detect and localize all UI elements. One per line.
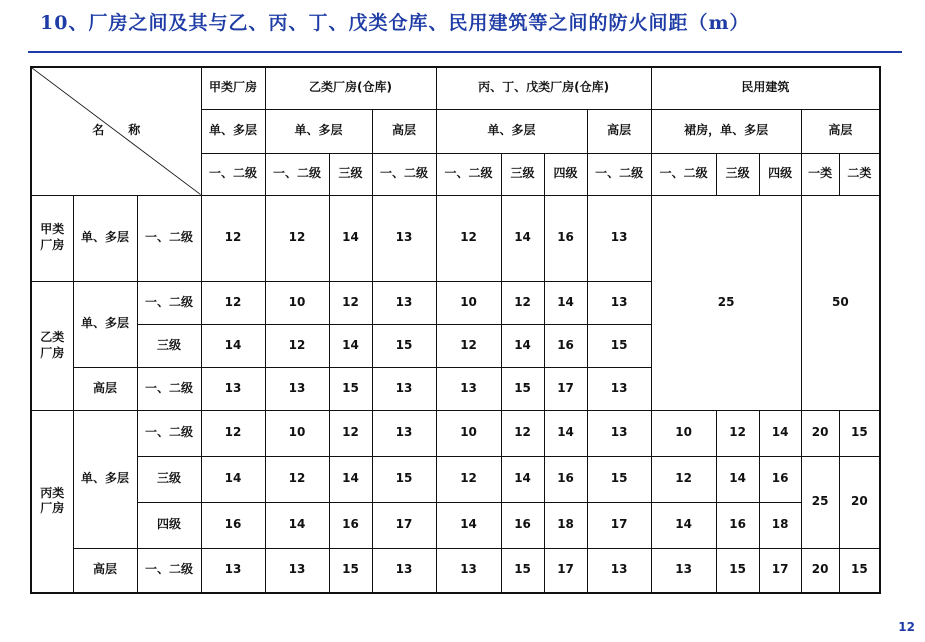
header-grade: 一、二级 xyxy=(372,153,436,195)
row-grade: 四级 xyxy=(137,502,201,548)
header-bing-single-multi: 单、多层 xyxy=(436,109,587,153)
value-cell: 14 xyxy=(436,502,501,548)
value-cell: 16 xyxy=(544,456,587,502)
header-yi-factory: 乙类厂房(仓库) xyxy=(265,67,436,109)
value-cell: 17 xyxy=(372,502,436,548)
value-cell: 15 xyxy=(587,456,651,502)
row-group-bing: 丙类厂房 xyxy=(31,410,73,593)
value-cell: 12 xyxy=(651,456,716,502)
value-cell: 14 xyxy=(201,456,265,502)
value-cell: 20 xyxy=(801,410,839,456)
value-cell: 12 xyxy=(201,410,265,456)
value-cell: 16 xyxy=(544,324,587,367)
value-cell: 10 xyxy=(265,410,329,456)
value-cell: 16 xyxy=(544,195,587,281)
value-cell: 14 xyxy=(201,324,265,367)
value-cell: 20 xyxy=(801,548,839,593)
value-cell: 12 xyxy=(436,324,501,367)
header-grade: 一、二级 xyxy=(265,153,329,195)
civil-high-merged-cell: 50 xyxy=(801,195,880,410)
value-cell: 14 xyxy=(329,456,372,502)
value-cell: 15 xyxy=(716,548,759,593)
name-header-cell xyxy=(31,67,201,195)
value-cell: 12 xyxy=(265,456,329,502)
header-grade: 三级 xyxy=(329,153,372,195)
row-group-yi: 乙类厂房 xyxy=(31,281,73,410)
civil-class1-merged-cell: 25 xyxy=(801,456,839,548)
value-cell: 13 xyxy=(201,548,265,593)
table-row xyxy=(31,410,880,456)
row-grade: 三级 xyxy=(137,324,201,367)
value-cell: 16 xyxy=(716,502,759,548)
value-cell: 17 xyxy=(544,548,587,593)
value-cell: 12 xyxy=(329,410,372,456)
value-cell: 14 xyxy=(501,456,544,502)
header-jia-factory: 甲类厂房 xyxy=(201,67,265,109)
header-jia-single-multi: 单、多层 xyxy=(201,109,265,153)
value-cell: 13 xyxy=(372,367,436,410)
header-grade: 四级 xyxy=(544,153,587,195)
header-civil: 民用建筑 xyxy=(651,67,880,109)
value-cell: 15 xyxy=(839,410,880,456)
value-cell: 15 xyxy=(587,324,651,367)
table-row xyxy=(31,456,880,502)
value-cell: 15 xyxy=(501,548,544,593)
value-cell: 13 xyxy=(372,410,436,456)
name-header-label: 名 称 xyxy=(92,123,141,138)
value-cell: 12 xyxy=(329,281,372,324)
value-cell: 15 xyxy=(372,456,436,502)
value-cell: 14 xyxy=(329,324,372,367)
title-underline xyxy=(28,51,902,53)
value-cell: 16 xyxy=(201,502,265,548)
row-grade: 一、二级 xyxy=(137,195,201,281)
header-grade: 一、二级 xyxy=(651,153,716,195)
value-cell: 13 xyxy=(436,367,501,410)
value-cell: 17 xyxy=(544,367,587,410)
row-group-jia: 甲类厂房 xyxy=(31,195,73,281)
value-cell: 12 xyxy=(265,324,329,367)
header-class: 二类 xyxy=(839,153,880,195)
header-bing-factory: 丙、丁、戊类厂房(仓库) xyxy=(436,67,651,109)
value-cell: 12 xyxy=(716,410,759,456)
value-cell: 14 xyxy=(329,195,372,281)
civil-low-merged-cell: 25 xyxy=(651,195,801,410)
fire-spacing-table xyxy=(30,66,881,594)
row-type: 高层 xyxy=(73,548,137,593)
value-cell: 14 xyxy=(716,456,759,502)
value-cell: 13 xyxy=(587,367,651,410)
row-type: 单、多层 xyxy=(73,281,137,367)
page-number: 12 xyxy=(898,620,915,634)
table-row xyxy=(31,195,880,281)
value-cell: 13 xyxy=(201,367,265,410)
header-civil-skirt: 裙房，单、多层 xyxy=(651,109,801,153)
header-yi-high: 高层 xyxy=(372,109,436,153)
value-cell: 14 xyxy=(651,502,716,548)
row-grade: 一、二级 xyxy=(137,367,201,410)
value-cell: 15 xyxy=(839,548,880,593)
value-cell: 15 xyxy=(329,367,372,410)
value-cell: 13 xyxy=(265,548,329,593)
value-cell: 14 xyxy=(265,502,329,548)
header-grade: 一、二级 xyxy=(587,153,651,195)
page-title: 10、厂房之间及其与乙、丙、丁、戊类仓库、民用建筑等之间的防火间距（m） xyxy=(40,12,750,34)
header-class: 一类 xyxy=(801,153,839,195)
row-grade: 一、二级 xyxy=(137,548,201,593)
value-cell: 13 xyxy=(372,548,436,593)
header-grade: 一、二级 xyxy=(201,153,265,195)
value-cell: 12 xyxy=(201,195,265,281)
value-cell: 12 xyxy=(501,281,544,324)
value-cell: 10 xyxy=(651,410,716,456)
value-cell: 15 xyxy=(329,548,372,593)
row-grade: 一、二级 xyxy=(137,410,201,456)
value-cell: 12 xyxy=(501,410,544,456)
row-type: 单、多层 xyxy=(73,410,137,548)
value-cell: 12 xyxy=(436,456,501,502)
value-cell: 16 xyxy=(501,502,544,548)
value-cell: 17 xyxy=(587,502,651,548)
value-cell: 18 xyxy=(759,502,801,548)
value-cell: 13 xyxy=(587,195,651,281)
value-cell: 13 xyxy=(587,410,651,456)
value-cell: 14 xyxy=(501,195,544,281)
row-grade: 三级 xyxy=(137,456,201,502)
value-cell: 10 xyxy=(436,281,501,324)
value-cell: 14 xyxy=(544,410,587,456)
value-cell: 14 xyxy=(759,410,801,456)
header-yi-single-multi: 单、多层 xyxy=(265,109,372,153)
row-type: 高层 xyxy=(73,367,137,410)
table-row xyxy=(31,502,880,548)
value-cell: 18 xyxy=(544,502,587,548)
value-cell: 13 xyxy=(265,367,329,410)
header-grade: 四级 xyxy=(759,153,801,195)
value-cell: 15 xyxy=(501,367,544,410)
value-cell: 17 xyxy=(759,548,801,593)
row-type: 单、多层 xyxy=(73,195,137,281)
value-cell: 13 xyxy=(587,281,651,324)
value-cell: 13 xyxy=(372,281,436,324)
value-cell: 12 xyxy=(436,195,501,281)
value-cell: 10 xyxy=(436,410,501,456)
value-cell: 12 xyxy=(201,281,265,324)
value-cell: 13 xyxy=(587,548,651,593)
value-cell: 16 xyxy=(329,502,372,548)
value-cell: 13 xyxy=(372,195,436,281)
value-cell: 14 xyxy=(501,324,544,367)
header-grade: 三级 xyxy=(501,153,544,195)
value-cell: 13 xyxy=(436,548,501,593)
civil-class2-merged-cell: 20 xyxy=(839,456,880,548)
value-cell: 14 xyxy=(544,281,587,324)
header-civil-high: 高层 xyxy=(801,109,880,153)
header-bing-high: 高层 xyxy=(587,109,651,153)
value-cell: 16 xyxy=(759,456,801,502)
value-cell: 13 xyxy=(651,548,716,593)
value-cell: 15 xyxy=(372,324,436,367)
header-grade: 一、二级 xyxy=(436,153,501,195)
table-row xyxy=(31,548,880,593)
value-cell: 12 xyxy=(265,195,329,281)
header-grade: 三级 xyxy=(716,153,759,195)
value-cell: 10 xyxy=(265,281,329,324)
row-grade: 一、二级 xyxy=(137,281,201,324)
